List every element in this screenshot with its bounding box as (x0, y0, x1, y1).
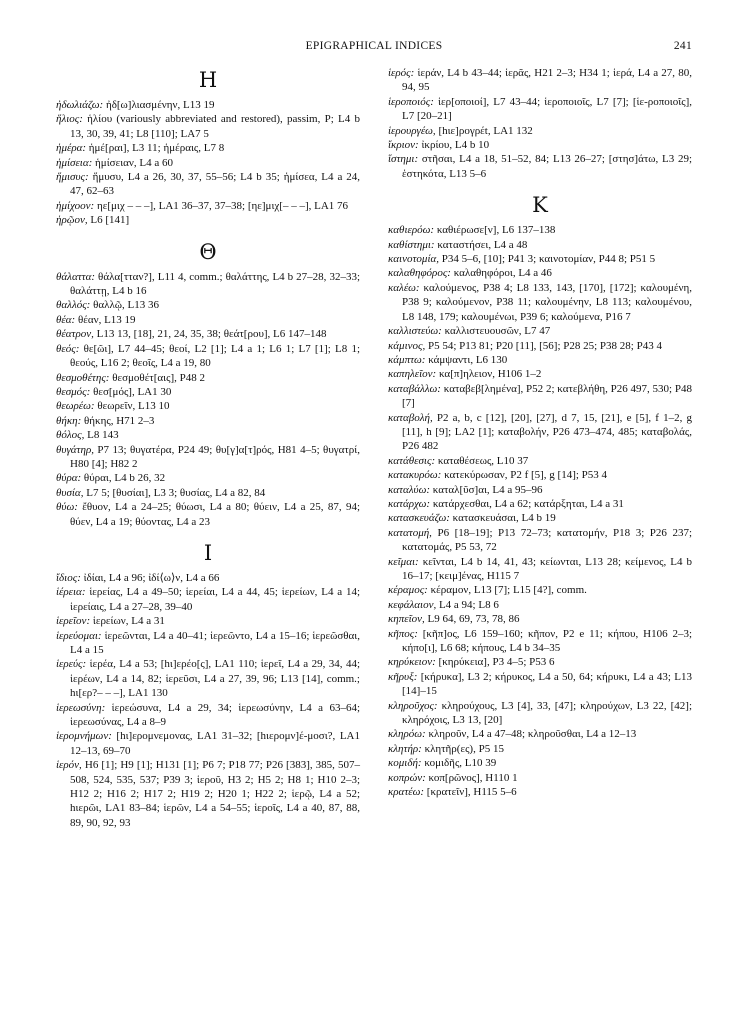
entry-references: [κηρύκεια], P3 4–5; P53 6 (438, 656, 555, 669)
entry-lemma: ἱερουργέω, (388, 124, 436, 137)
index-entry (388, 238, 692, 252)
entry-lemma: θυσία, (56, 486, 84, 499)
entry-lemma: ἱερεωσύνη: (56, 701, 106, 714)
section-letter: Θ (199, 239, 217, 264)
entry-references: H6 [1]; H9 [1]; H131 [1]; P6 7; P18 77; P26 [383], 385, 507–508, 524, 535, 537; P39 3; ἱεροῦ, H3 2; H5 2; H8 1; H10 2–3; H12 2; H16 2; H17 2; H19 2; H20 1; H22 2; ἱερῷ, L4 a 52; hιερῶι, LA1 83–84; ἱερῶν, L4 a 54–55; ἱεροῖς, L4 a 40, 87, 88, 89, 90, 92, 93 (70, 759, 361, 829)
entry-lemma: κεῖμαι: (388, 555, 419, 568)
entry-references: θεωρεῖν, L13 10 (97, 400, 170, 413)
index-entry (388, 138, 692, 152)
entry-references: P7 13; θυγατέρα, P24 49; θυ[γ]α[τ]ρός, H81 4–5; θυγατρί, H80 [4]; H82 2 (70, 443, 361, 470)
index-entry (56, 443, 360, 472)
entry-lemma: ἱεροποιός: (388, 95, 434, 108)
entry-lemma: θεσμός: (56, 385, 91, 398)
index-entry (388, 511, 692, 525)
index-entry (56, 170, 360, 199)
entry-references: κλητῆρ(ες), P5 15 (424, 742, 504, 755)
entry-references: κεῖνται, L4 b 14, 41, 43; κείωνται, L13 28; κείμενος, L4 b 16–17; [κειμ]ένας, H115 7 (402, 555, 692, 582)
index-entry (388, 454, 692, 468)
entry-references: θάλα[τταν?], L11 4, comm.; θαλάττης, L4 b 27–28, 32–33; θαλάττῃ, L4 b 16 (70, 270, 360, 298)
entry-references: ἱερ[οποιοί], L7 43–44; ἱεροποιοῖς, L7 [7]; [ἱε-ροποιοῖς], L7 [20–21] (402, 95, 692, 123)
entry-references: [κρατεῖν], H115 5–6 (426, 786, 517, 799)
entry-lemma: θάλαττα: (56, 270, 96, 283)
entry-references: θύραι, L4 b 26, 32 (83, 472, 166, 485)
entry-lemma: ἴδιος: (56, 571, 81, 584)
index-entry (56, 112, 360, 141)
entry-lemma: θέα: (56, 313, 76, 326)
entry-references: στῆσαι, L4 a 18, 51–52, 84; L13 26–27; [στησ]άτω, L3 29; ἑστηκότα, L13 5–6 (402, 153, 693, 180)
entry-references: καταλ[ῦσ]αι, L4 a 95–96 (432, 483, 543, 496)
index-entry (56, 758, 360, 830)
entry-lemma: ἡμίχοον: (56, 199, 95, 212)
index-section (56, 238, 360, 529)
entry-lemma: θαλλός: (56, 299, 91, 312)
entry-references: καλούμενος, P38 4; L8 133, 143, [170], [172]; καλουμένη, P38 9; καλούμενον, P38 11; καλουμένην, L8 113; καλουμένου, L8 148, 179; καλουμένωι, P39 6; καλούμενα, P16 7 (402, 281, 693, 323)
index-entry (388, 526, 692, 555)
entry-lemma: κάμπτω: (388, 353, 426, 366)
index-entry (388, 124, 692, 138)
entry-references: [κήρυκα], L3 2; κήρυκος, L4 a 50, 64; κήρυκι, L4 a 43; L13 [14]–15 (402, 670, 692, 698)
entry-references: P5 54; P13 81; P20 [11], [56]; P28 25; P38 28; P43 4 (427, 339, 662, 352)
entry-references: ἱεράν, L4 b 43–44; ἱερᾶς, H21 2–3; H34 1; ἱερά, L4 a 27, 80, 94, 95 (402, 67, 693, 94)
index-entry (388, 382, 692, 411)
index-entry (388, 655, 692, 669)
entry-references: [κῆπ]ος, L6 159–160; κῆπον, P2 e 11; κήπου, H106 2–3; κήπο[ι], L6 68; κήπους, L4 b 34–35 (402, 627, 693, 655)
entry-references: καταθέσεως, L10 37 (437, 454, 529, 467)
entry-lemma: ἡμέρα: (56, 142, 87, 155)
index-entry (388, 670, 692, 699)
index-section (56, 539, 360, 830)
entry-references: ἠδ[ω]λιασμένην, L13 19 (105, 99, 215, 111)
index-entry (388, 785, 692, 799)
index-entry (388, 699, 692, 728)
entry-references: ἱερέα, L4 a 53; [hι]ερέο[ς], LA1 110; ἱερεῖ, L4 a 29, 34, 44; ἱερέων, L4 a 14, 82; ἱερεῦσι, L4 a 27, 39, 96; L13 [14], comm.; hι[ερ?– – –], LA1 130 (70, 658, 361, 700)
entry-lemma: ἠδωλιάζω: (56, 99, 104, 111)
entry-references: θαλλῷ, L13 36 (93, 299, 160, 312)
index-entry (388, 411, 692, 454)
index-entry (56, 141, 360, 155)
index-entry (56, 156, 360, 170)
index-entry (388, 266, 692, 280)
index-entry (56, 371, 360, 385)
entry-lemma: κατάθεσις: (388, 454, 436, 467)
entry-lemma: κέραμος: (388, 584, 428, 597)
entry-references: P6 [18–19]; P13 72–73; κατατομήν, P18 3; P26 237; κατατομάς, P5 53, 72 (402, 526, 692, 554)
entry-references: ἰκρίου, L4 b 10 (421, 139, 490, 152)
index-entry (388, 727, 692, 741)
entry-lemma: καταλύω: (388, 483, 431, 496)
section-letter: Η (198, 68, 218, 92)
index-entry (56, 500, 360, 529)
entry-references: θήκης, H71 2–3 (84, 414, 155, 427)
entry-references: κέραμον, L13 [7]; L15 [4?], comm. (430, 584, 587, 597)
entry-lemma: θύω: (56, 501, 78, 514)
entry-lemma: ἥλιος: (56, 113, 83, 126)
entry-lemma: κεφάλαιον, (388, 598, 437, 611)
entry-references: L6 [141] (90, 214, 130, 227)
entry-references: θε[ῶι], L7 44–45; θεοί, L2 [1]; L4 a 1; L6 1; L7 [1]; L8 1; θεούς, L16 2; θεοῖς, L4 a 19, 80 (70, 342, 361, 370)
entry-lemma: ἡμίσεια: (56, 156, 93, 169)
entry-lemma: ἴκριον: (388, 139, 419, 152)
index-entry (56, 327, 360, 341)
entry-lemma: θεός: (56, 342, 80, 355)
entry-lemma: κηπεῖον, (388, 613, 425, 626)
index-entry (388, 612, 692, 626)
left-column (56, 66, 360, 830)
index-section (388, 191, 692, 799)
entry-references: L9 64, 69, 73, 78, 86 (427, 613, 520, 626)
entry-references: ηε[μιχ – – –], LA1 36–37, 37–38; [ηε]μιχ[– – –], LA1 76 (96, 199, 349, 212)
index-entry (388, 223, 692, 237)
entry-lemma: ἱέρεια: (56, 586, 86, 599)
page-number: 241 (673, 40, 692, 52)
index-entry (388, 281, 692, 324)
entry-lemma: καλλιστεύω: (388, 325, 442, 338)
index-entry (388, 66, 692, 95)
index-entry (388, 367, 692, 381)
entry-references: L13 13, [18], 21, 24, 35, 38; θεάτ[ρου], L6 147–148 (96, 328, 327, 341)
entry-lemma: θόλος, (56, 429, 85, 442)
entry-lemma: θεσμοθέτης: (56, 371, 110, 384)
section-letter: Ι (203, 540, 213, 565)
entry-references: ἡμίσειαν, L4 a 60 (95, 156, 174, 169)
entry-lemma: ἵστημι: (388, 153, 419, 166)
index-entry (56, 270, 360, 299)
entry-references: L7 5; [θυσίαι], L3 3; θυσίας, L4 a 82, 84 (86, 486, 266, 499)
index-entry (56, 729, 360, 758)
entry-lemma: θύρα: (56, 472, 82, 485)
entry-references: κατάρχεσθαι, L4 a 62; κατάρξηται, L4 a 31 (432, 497, 624, 510)
entry-references: κοπ[ρῶνος], H110 1 (428, 771, 518, 784)
index-entry (56, 657, 360, 700)
index-entry (56, 471, 360, 485)
index-entry (388, 583, 692, 597)
entry-references: ἥμυσυ, L4 a 26, 30, 37, 55–56; L4 b 35; ἡμίσεα, L4 a 24, 47, 62–63 (70, 171, 361, 198)
entry-references: θεσ[μός], LA1 30 (93, 385, 172, 398)
entry-lemma: κατατομή, (388, 526, 432, 539)
index-entry (388, 152, 692, 181)
index-entry (388, 756, 692, 770)
index-entry (56, 486, 360, 500)
entry-lemma: καθίστημι: (388, 238, 435, 251)
running-title: EPIGRAPHICAL INDICES (305, 40, 443, 52)
entry-references: ἱερείας, L4 a 49–50; ἱερείαι, L4 a 44, 45; ἱερείων, L4 a 14; ἱερείαις, L4 a 27–28, 39–40 (70, 586, 361, 613)
running-header (56, 40, 692, 54)
entry-lemma: ἱερομνήμων: (56, 730, 112, 743)
index-entry (56, 571, 360, 585)
entry-lemma: καινοτομία, (388, 253, 440, 266)
entry-lemma: καταβολή, (388, 411, 433, 424)
entry-references: [hιε]ρογρέt, LA1 132 (438, 124, 533, 137)
entry-references: κατεκύρωσαν, P2 f [5], g [14]; P53 4 (444, 469, 608, 482)
index-entry (56, 701, 360, 730)
entry-lemma: κρατέω: (388, 786, 425, 799)
entry-lemma: κοπρών: (388, 771, 426, 784)
entry-references: θεσμοθέτ[αις], P48 2 (112, 371, 205, 384)
entry-references: καταβεβ[λημένα], P52 2; κατεβλήθη, P26 497, 530; P48 [7] (402, 382, 692, 410)
entry-lemma: κατάρχω: (388, 497, 431, 510)
index-entry (388, 339, 692, 353)
entry-references: ἔθυον, L4 a 24–25; θύωσι, L4 a 80; θύειν, L4 a 25, 87, 94; θύεν, L4 a 19; θύοντας, L4 a 23 (70, 501, 360, 528)
entry-references: κληροῦν, L4 a 47–48; κληροῦσθαι, L4 a 12–13 (428, 728, 637, 741)
entry-references: ἱερεῶνται, L4 a 40–41; ἱερεῶντο, L4 a 15–16; ἱερεῶσθαι, L4 a 15 (70, 629, 360, 656)
entry-references: κομιδῆς, L10 39 (424, 757, 497, 770)
index-entry (56, 313, 360, 327)
entry-lemma: θέατρον, (56, 328, 94, 341)
entry-references: L4 a 94; L8 6 (438, 598, 499, 611)
entry-lemma: θυγάτηρ, (56, 443, 94, 456)
index-entry (388, 742, 692, 756)
entry-lemma: κατακυρόω: (388, 469, 442, 482)
entry-lemma: καλέω: (388, 281, 420, 294)
entry-references: καθιέρωσε[ν], L6 137–138 (436, 224, 556, 237)
entry-references: ἰδίαι, L4 a 96; ἰδί⟨ω⟩ν, L4 a 66 (83, 571, 220, 584)
entry-lemma: ἱερόν, (56, 759, 82, 772)
entry-references: P2 a, b, c [12], [20], [27], d 7, 15, [21], e [5], f 1–2, g [11], h [9]; LA2 [1]; καταβολήν, P26 473–474, 485; καταβολάς, P26 482 (402, 411, 692, 453)
index-entry (388, 353, 692, 367)
index-entry (56, 199, 360, 213)
entry-lemma: θήκη: (56, 414, 82, 427)
index-section (56, 66, 360, 228)
index-entry (388, 598, 692, 612)
entry-lemma: κομιδή: (388, 757, 422, 770)
entry-lemma: κάμινος, (388, 339, 426, 352)
index-entry (388, 555, 692, 584)
index-entry (388, 627, 692, 656)
index-entry (388, 324, 692, 338)
index-entry (388, 771, 692, 785)
entry-references: καλαθηφόροι, L4 a 46 (453, 267, 552, 280)
entry-lemma: καπηλεῖον: (388, 368, 437, 381)
entry-lemma: καταβάλλω: (388, 382, 441, 395)
index-entry (56, 428, 360, 442)
entry-lemma: ἱερεύομαι: (56, 629, 102, 642)
entry-references: L8 143 (87, 429, 119, 442)
entry-lemma: ἥμισυς: (56, 171, 89, 184)
index-entry (56, 213, 360, 227)
index-entry (388, 483, 692, 497)
right-column (388, 66, 692, 800)
index-entry (56, 585, 360, 614)
entry-lemma: ἡρῷον, (56, 214, 88, 227)
entry-references: ἡλίου (variously abbreviated and restored), passim, P; L4 b 13, 30, 39, 41; L8 [110]; LA7 5 (70, 113, 361, 140)
entry-lemma: ἱερεύς: (56, 658, 87, 671)
entry-lemma: κατασκευάζω: (388, 512, 450, 525)
entry-lemma: κλητήρ: (388, 742, 422, 755)
index-entry (56, 399, 360, 413)
entry-references: καταστήσει, L4 a 48 (437, 238, 528, 251)
entry-lemma: κῆρυξ: (388, 670, 418, 683)
entry-lemma: ἱερεῖον: (56, 615, 91, 628)
index-entry (56, 298, 360, 312)
index-entry (388, 252, 692, 266)
index-section (388, 66, 692, 181)
entry-lemma: καθιερόω: (388, 224, 435, 237)
entry-lemma: καλαθηφόρος: (388, 267, 451, 280)
entry-lemma: κηρύκειον: (388, 656, 436, 669)
entry-lemma: θεωρέω: (56, 400, 95, 413)
entry-references: ἱερείων, L4 a 31 (92, 615, 165, 628)
entry-references: [hι]ερομνεμονας, LA1 31–32; [hιερομν]έ-μοσι?, LA1 12–13, 69–70 (70, 730, 360, 757)
entry-references: ἡμέ[ραι], L3 11; ἡμέραις, L7 8 (88, 142, 225, 155)
index-entry (56, 342, 360, 371)
entry-lemma: κληρόω: (388, 728, 426, 741)
index-entry (56, 414, 360, 428)
index-entry (388, 95, 692, 124)
entry-references: κάμψαντι, L6 130 (428, 353, 508, 366)
entry-references: κληρούχους, L3 [4], 33, [47]; κληρούχων, L3 22, [42]; κληρόχοις, L3 13, [20] (402, 699, 693, 727)
entry-lemma: κῆπος: (388, 627, 418, 640)
entry-references: ἱερεώσυνα, L4 a 29, 34; ἱερεωσύνην, L4 a 63–64; ἱερεωσύνας, L4 a 8–9 (70, 701, 361, 729)
index-entry (388, 468, 692, 482)
index-entry (56, 614, 360, 628)
section-letter: Κ (532, 193, 548, 218)
index-entry (56, 98, 360, 112)
entry-references: κα[π]ηλειον, H106 1–2 (438, 368, 542, 381)
index-entry (388, 497, 692, 511)
index-entry (56, 385, 360, 399)
index-entry (56, 629, 360, 658)
entry-lemma: ἱερός: (388, 67, 415, 79)
entry-references: θέαν, L13 19 (77, 313, 136, 326)
entry-lemma: κληροῦχος: (388, 699, 438, 712)
entry-references: P34 5–6, [10]; P41 3; καινοτομίαν, P44 8; P51 5 (441, 253, 656, 266)
entry-references: κατασκευάσαι, L4 b 19 (452, 512, 556, 525)
entry-references: καλλιστευουσῶν, L7 47 (444, 325, 551, 338)
